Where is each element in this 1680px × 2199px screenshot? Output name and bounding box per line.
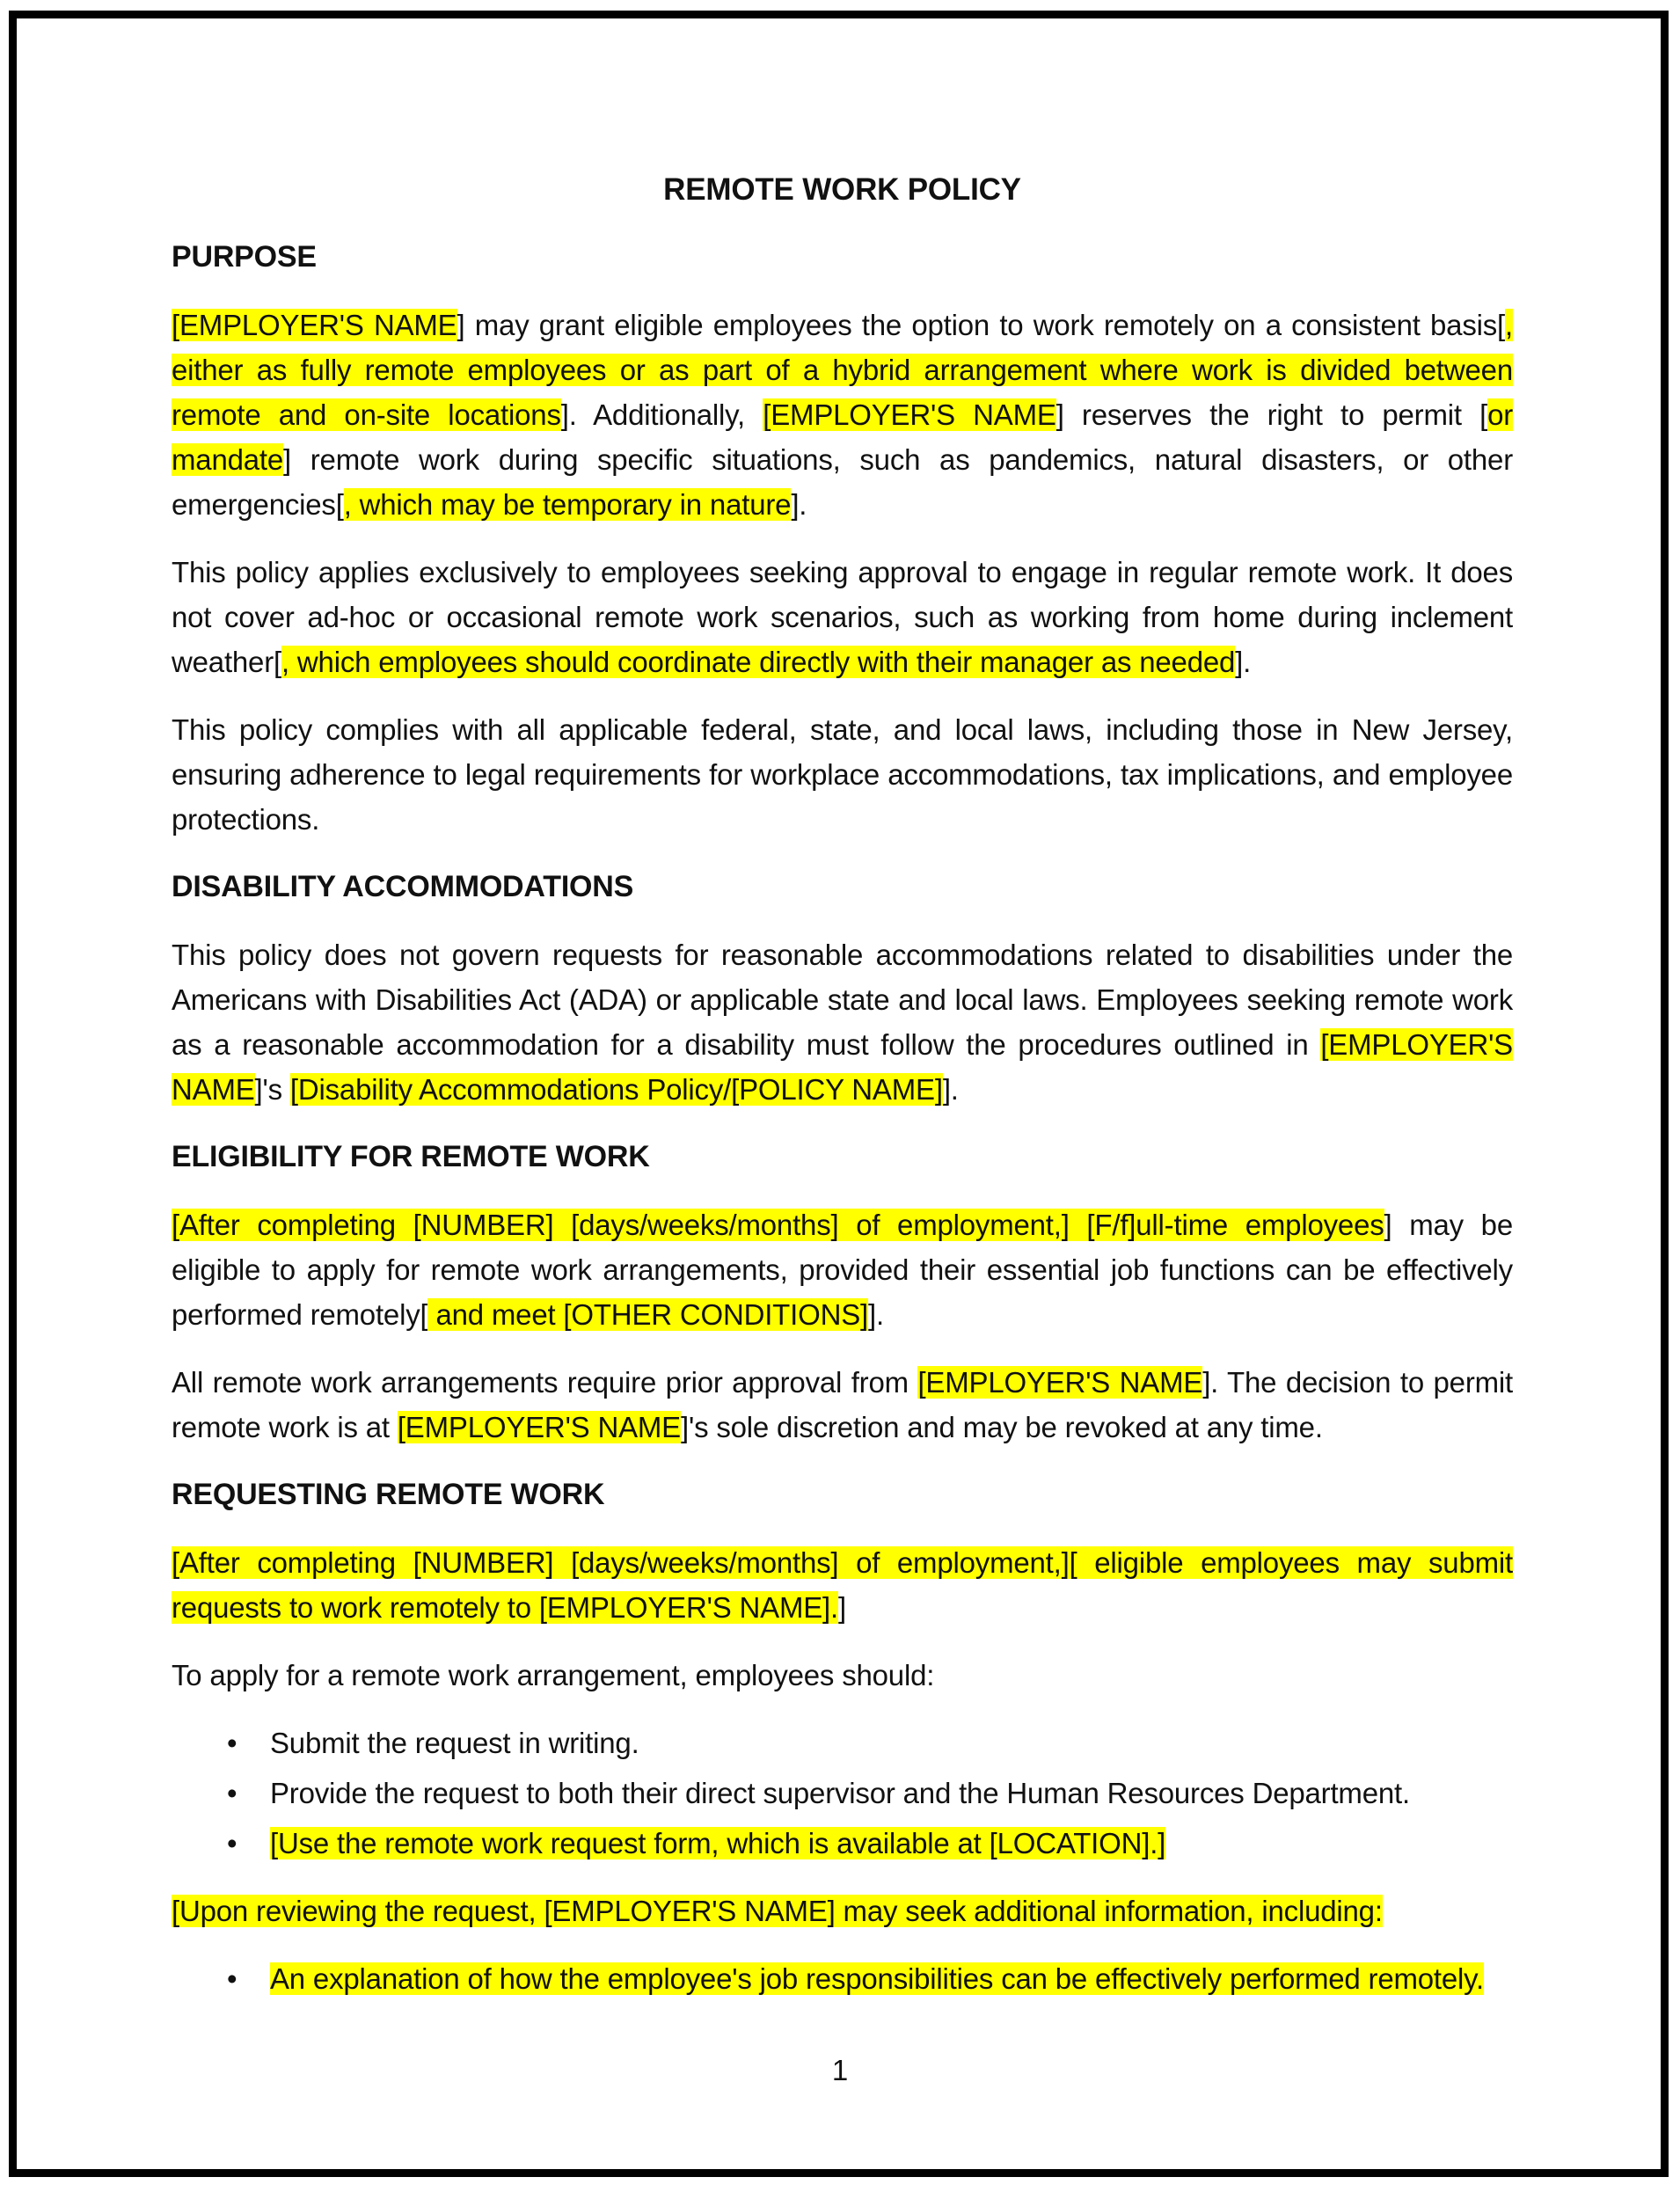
review-intro-paragraph [172, 1889, 1513, 1933]
disability-paragraph-1 [172, 932, 1513, 1112]
highlighted-text: [EMPLOYER'S NAME [763, 398, 1056, 431]
bullet-icon: • [227, 1777, 237, 1809]
text-run: This policy applies exclusively to employees seeking approval to engage in regular remote work. It does not cover ad-hoc or occasional remote work scenarios, such as working from home during inclement weather[ [172, 556, 1513, 678]
highlighted-text: [EMPLOYER'S NAME [917, 1366, 1203, 1399]
list-item [172, 1720, 1513, 1765]
list-item-text [270, 1777, 1410, 1809]
text-run: ]'s sole discretion and may be revoked at any time. [681, 1411, 1323, 1443]
list-item-text [270, 1962, 1484, 1995]
highlighted-text: [Use the remote work request form, which is available at [LOCATION].] [270, 1827, 1166, 1859]
requesting-paragraph-1 [172, 1540, 1513, 1630]
highlighted-text: [EMPLOYER'S NAME [172, 1028, 1513, 1106]
text-run: ] may grant eligible employees the option to work remotely on a consistent basis[ [457, 309, 1506, 341]
highlighted-text: An explanation of how the employee's job responsibilities can be effectively performed remotely. [270, 1962, 1484, 1995]
text-run: ]. [1235, 646, 1252, 678]
text-run: ]. [791, 488, 807, 521]
apply-steps-list [172, 1720, 1513, 1866]
bullet-icon: • [227, 1827, 237, 1859]
text-run: ] may be eligible to apply for remote work arrangements, provided their essential job functions can be effectively performed remotely[ [172, 1209, 1513, 1331]
highlighted-text: [After completing [NUMBER] [days/weeks/months] of employment,] [F/f]ull-time employees [172, 1209, 1384, 1241]
highlighted-text: [After completing [NUMBER] [days/weeks/months] of employment,][ eligible employees may submit requests to work remotely to [EMPLOYER'S NAME]. [172, 1546, 1513, 1624]
text-run: ]. [942, 1073, 959, 1106]
heading-purpose: PURPOSE [172, 240, 317, 274]
document-title: REMOTE WORK POLICY [663, 172, 1021, 207]
highlighted-text: [EMPLOYER'S NAME [172, 309, 457, 341]
purpose-paragraph-2 [172, 550, 1513, 684]
list-item [172, 1821, 1513, 1866]
page-number: 1 [831, 2054, 849, 2086]
text-run: ]. Additionally, [560, 398, 763, 431]
heading-requesting: REQUESTING REMOTE WORK [172, 1478, 605, 1511]
highlighted-text: or mandate [172, 398, 1514, 476]
highlighted-text: , which employees should coordinate directly with their manager as needed [281, 646, 1236, 678]
purpose-paragraph-3 [172, 707, 1513, 842]
heading-eligibility: ELIGIBILITY FOR REMOTE WORK [172, 1140, 650, 1173]
text-run: This policy complies with all applicable federal, state, and local laws, including those in New Jersey, ensuring adherence to legal requirements for workplace accommodations, tax implications, and employee protections. [172, 713, 1513, 836]
highlighted-text: , either as fully remote employees or as part of a hybrid arrangement where work is divided between remote and on-site locations [172, 309, 1513, 431]
text-run: ] remote work during specific situations, such as pandemics, natural disasters, or other emergencies[ [172, 443, 1513, 521]
text-run: This policy does not govern requests for reasonable accommodations related to disabilities under the Americans with Disabilities Act (ADA) or applicable state and local laws. Employees seeking remote work as a reasonable accommodation for a disability must follow the procedures outlined in [172, 939, 1513, 1061]
purpose-paragraph-1 [172, 303, 1513, 527]
heading-disability-accommodations: DISABILITY ACCOMMODATIONS [172, 870, 634, 903]
text-run: ]. [868, 1298, 884, 1331]
eligibility-paragraph-2 [172, 1360, 1513, 1450]
list-item-text [270, 1827, 1165, 1859]
highlighted-text: , which may be temporary in nature [343, 488, 792, 521]
text-run: ]'s [254, 1073, 290, 1106]
highlighted-text: [EMPLOYER'S NAME [397, 1411, 681, 1443]
bullet-icon: • [227, 1727, 237, 1759]
document-content [172, 167, 1513, 2024]
apply-intro-paragraph [172, 1653, 1513, 1698]
list-item [172, 1771, 1513, 1815]
text-run: Submit the request in writing. [270, 1727, 639, 1759]
list-item-text [270, 1727, 639, 1759]
text-run: All remote work arrangements require prior approval from [172, 1366, 918, 1399]
highlighted-text: and meet [OTHER CONDITIONS] [427, 1298, 868, 1331]
text-run: Provide the request to both their direct supervisor and the Human Resources Department. [270, 1777, 1410, 1809]
eligibility-paragraph-1 [172, 1202, 1513, 1337]
text-run: ]. The decision to permit remote work is at [172, 1366, 1513, 1443]
list-item [172, 1956, 1513, 2001]
highlighted-text: [Disability Accommodations Policy/[POLICY NAME] [289, 1073, 943, 1106]
text-run: To apply for a remote work arrangement, employees should: [172, 1659, 935, 1691]
highlighted-text: [Upon reviewing the request, [EMPLOYER'S NAME] may seek additional information, including: [172, 1895, 1383, 1927]
text-run: ] [837, 1591, 846, 1624]
text-run: ] reserves the right to permit [ [1055, 398, 1488, 431]
review-info-list [172, 1956, 1513, 2001]
bullet-icon: • [227, 1962, 237, 1995]
